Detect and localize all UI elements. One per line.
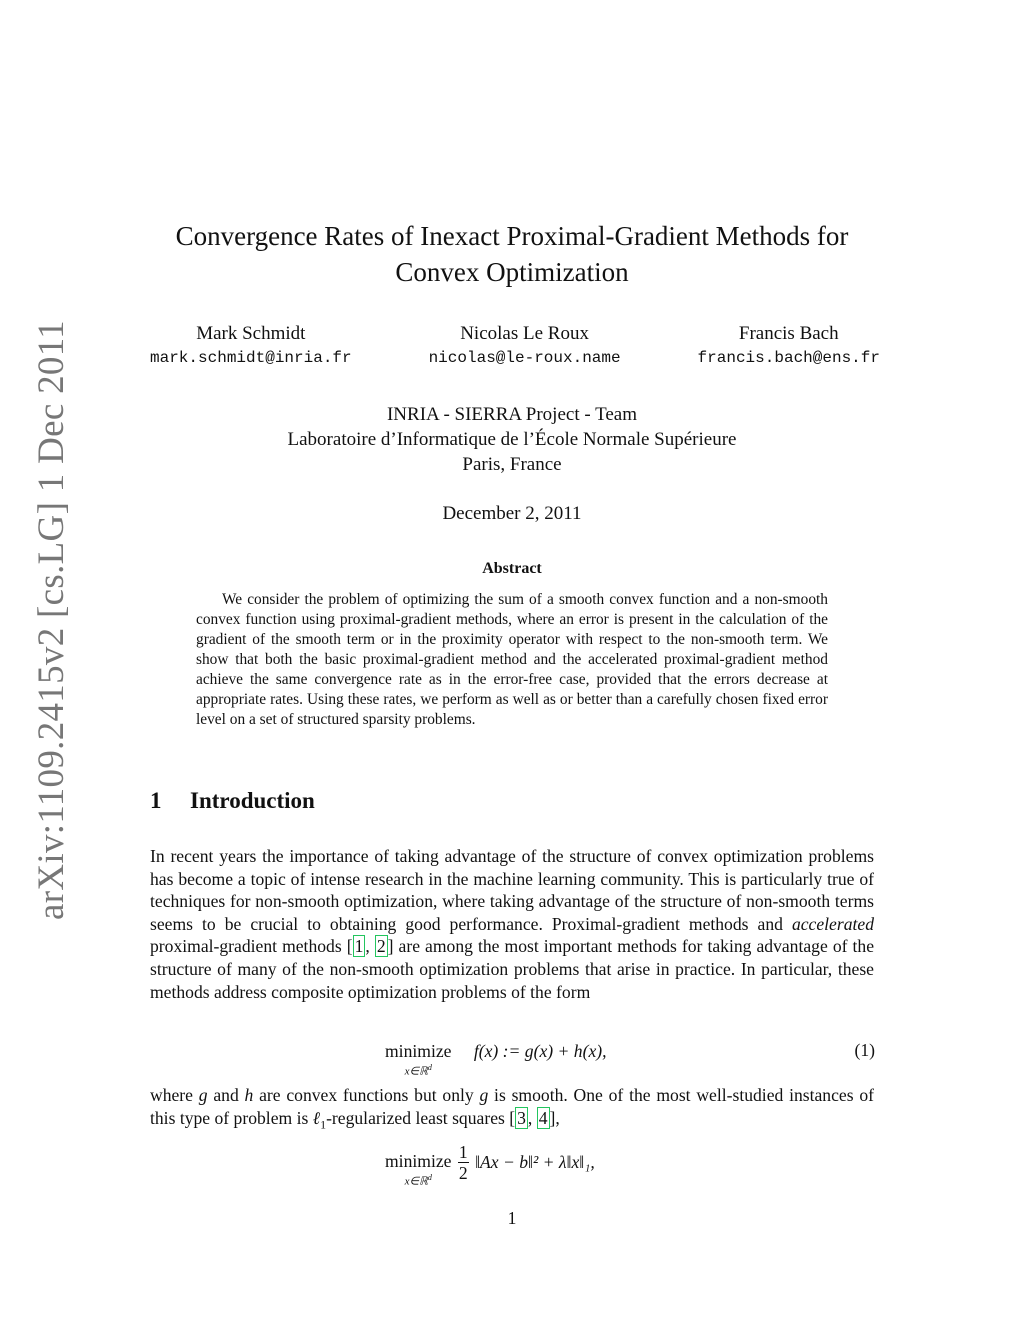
author-name: Mark Schmidt <box>196 323 306 344</box>
para-emphasis: accelerated <box>791 913 874 934</box>
equation-body: f(x) := g(x) + h(x), <box>473 1041 607 1061</box>
author-email[interactable]: mark.schmidt@inria.fr <box>150 349 352 367</box>
abstract-body: We consider the problem of optimizing the sum of a smooth convex function and a non-smooth convex function using proximal-gradient methods, where an error is present in the calculation of the gradient of the smooth term or in the proximity operator with respect to the non-smooth term. We show that both the basic proximal-gradient method and the accelerated proximal-gradient method achieve the same convergence rate as in the error-free case, provided that the errors decrease at appropriate rates. Using these rates, we perform as well as or better than a carefully chosen fixed error level on a set of structured sparsity problems. <box>196 591 828 728</box>
author-block <box>698 322 880 370</box>
abstract-heading: Abstract <box>482 560 542 577</box>
author-list <box>150 322 880 370</box>
author-name: Nicolas Le Roux <box>460 323 589 344</box>
paper-title <box>140 218 884 290</box>
equation-number: (1) <box>854 1040 875 1060</box>
citation-link[interactable]: 2 <box>376 936 386 957</box>
affiliation-line-2: Laboratoire d’Informatique de l’École Normale Supérieure <box>287 429 737 450</box>
minimize-operator: minimize x∈ℝ$^d$ <box>385 1151 452 1188</box>
minimize-operator: minimize x∈ℝ$^d$ <box>385 1041 452 1078</box>
section-heading <box>150 788 315 814</box>
affiliation-line-1: INRIA - SIERRA Project - Team <box>386 404 638 425</box>
author-email[interactable]: nicolas@le-roux.name <box>428 349 621 367</box>
affiliation <box>200 402 824 477</box>
author-name: Francis Bach <box>738 323 839 344</box>
author-block <box>150 322 352 370</box>
para-text: In recent years the importance of taking advantage of the structure of convex optimization problems has become a topic of intense research in the machine learning community. This is particularly true of techniques for non-smooth optimization, where taking advantage of the structure of non-smooth terms seems to be crucial to obtaining good performance. Proximal-gradient methods and <box>150 846 874 934</box>
author-block <box>429 322 621 370</box>
arxiv-stamp: arXiv:1109.2415v2 [cs.LG] 1 Dec 2011 <box>31 320 72 920</box>
title-line-2: Convex Optimization <box>395 257 629 287</box>
page-number: 1 <box>507 1208 517 1228</box>
para-text: proximal-gradient methods <box>150 936 347 957</box>
author-email[interactable]: francis.bach@ens.fr <box>697 349 880 367</box>
paper-date: December 2, 2011 <box>442 503 582 524</box>
citation-link[interactable]: 3 <box>517 1107 526 1128</box>
equation-1 <box>385 1040 875 1078</box>
citation-link[interactable]: 1 <box>354 936 364 957</box>
intro-paragraph-1: In recent years the importance of taking advantage of the structure of convex optimization problems has become a topic of intense research in the machine learning community. This is particularly true of techniques for non-smooth optimization, where taking advantage of the structure of non-smooth terms seems to be crucial to obtaining good performance. Proximal-gradient methods and accelerated proximal-gradient methods [ 1 , 2 ] are among the most important methods for taking advantage of the structure of many of the non-smooth optimization problems that arise in practice. In particular, these methods address composite optimization problems of the form <box>150 846 875 1002</box>
para-text: are among the most important methods for taking advantage of the structure of many of the non-smooth optimization problems that arise in practice. In particular, these methods address composite optimization problems of the form <box>150 936 875 1002</box>
citation-link[interactable]: 4 <box>538 1107 548 1128</box>
section-number: 1 <box>150 788 162 813</box>
title-line-1: Convergence Rates of Inexact Proximal-Gradient Methods for <box>175 221 849 251</box>
equation-body: ‖Ax − b‖² + λ‖x‖₁, <box>475 1152 595 1172</box>
fraction: $\frac{1}{2}$ <box>458 1142 468 1183</box>
section-title: Introduction <box>190 788 315 813</box>
intro-paragraph-2: where g and h are convex functions but only g is smooth. One of the most well-studied instances of this type of problem is ℓ$_1$-regularized least squares [ 3 , 4 ], <box>150 1085 874 1132</box>
affiliation-line-3: Paris, France <box>462 454 562 475</box>
equation-2 <box>385 1142 875 1188</box>
